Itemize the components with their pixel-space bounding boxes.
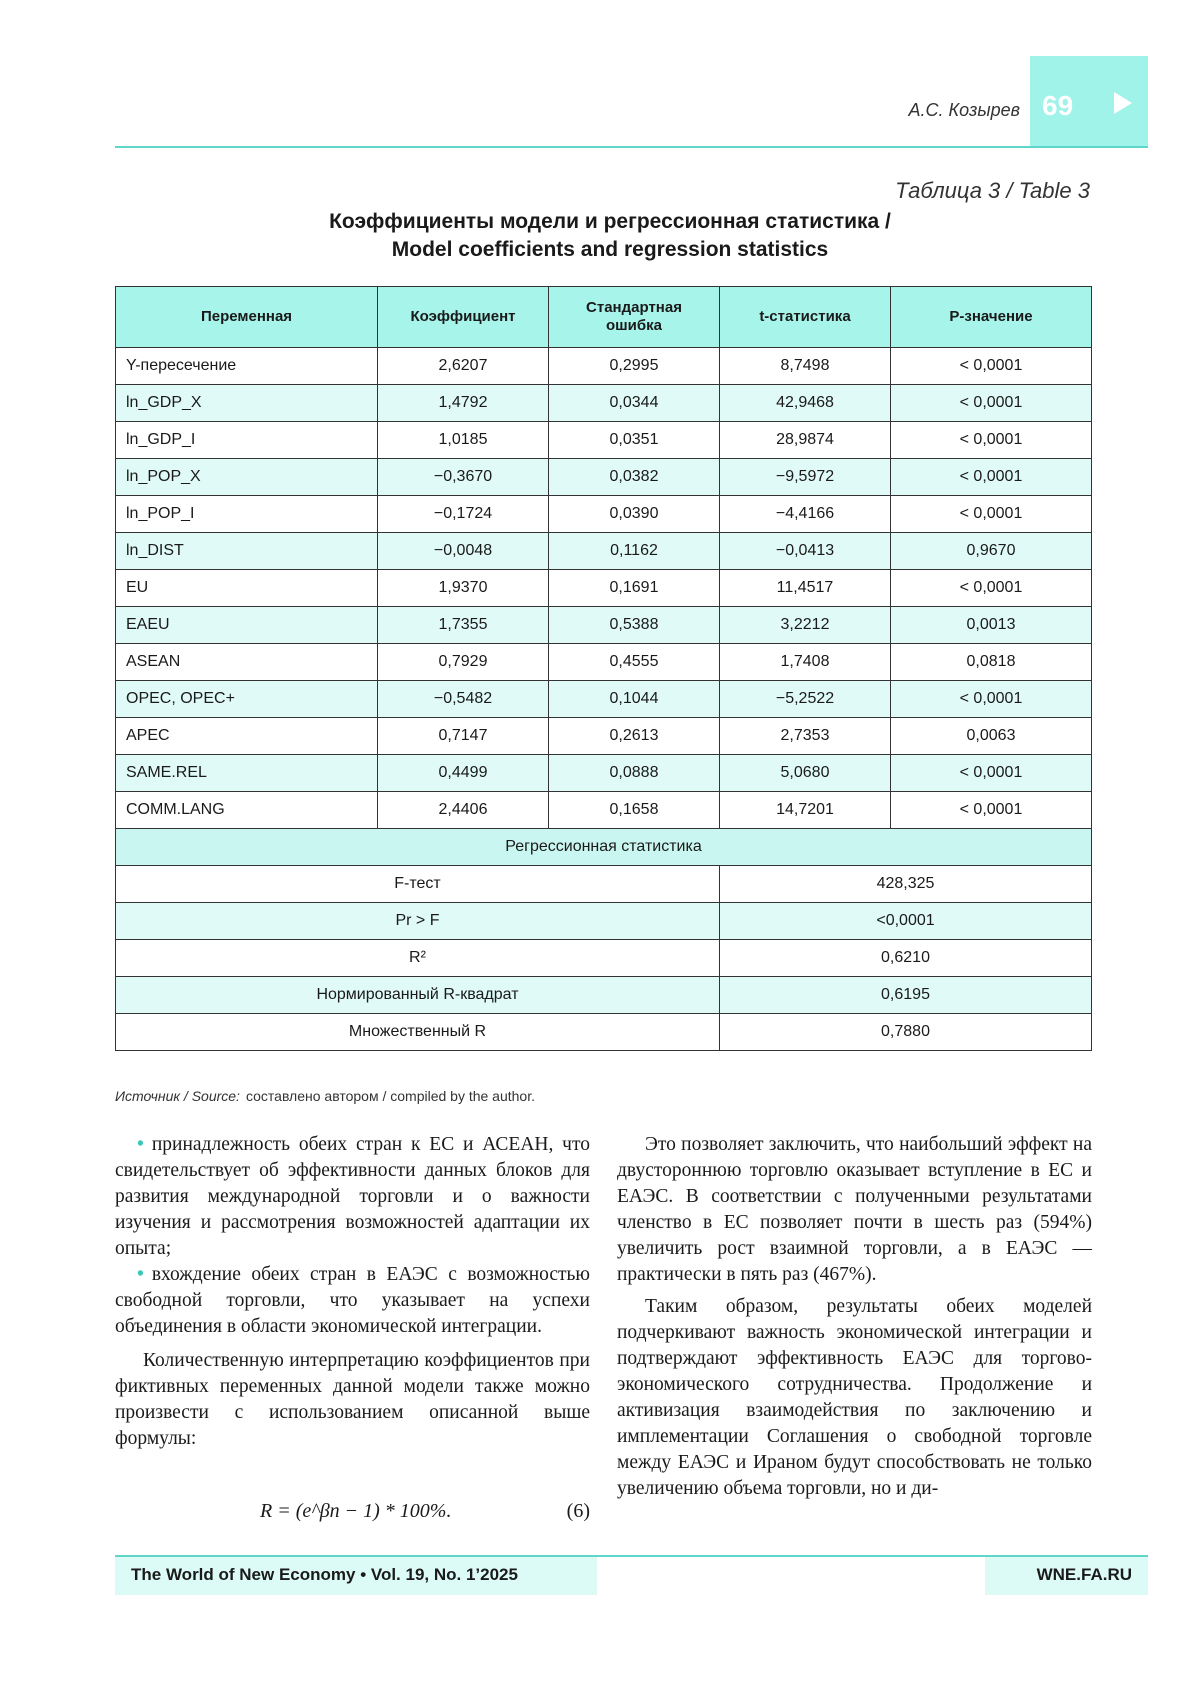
p-value-cell: < 0,0001: [891, 755, 1092, 792]
table-row: [116, 644, 1092, 681]
variable-cell: OPEC, OPEC+: [116, 681, 378, 718]
variable-cell: ln_GDP_X: [116, 385, 378, 422]
p-value-cell: < 0,0001: [891, 792, 1092, 829]
column-header: Переменная: [116, 287, 378, 348]
p-value-cell: 0,0063: [891, 718, 1092, 755]
variable-cell: ln_DIST: [116, 533, 378, 570]
variable-cell: COMM.LANG: [116, 792, 378, 829]
formula-number: (6): [566, 1500, 590, 1522]
bullet-text: принадлежность обеих стран к ЕС и АСЕАН, что свидетельствует об эффективности данных блоков для развития международной торговли и о важности изучения и рассмотрения возможностей адаптации их опыта;: [115, 1134, 590, 1259]
t-stat-cell: 3,2212: [720, 607, 891, 644]
regression-row: [116, 866, 1092, 903]
variable-cell: EAEU: [116, 607, 378, 644]
journal-website[interactable]: WNE.FA.RU: [1036, 1565, 1132, 1584]
regression-row: [116, 903, 1092, 940]
table-row: [116, 496, 1092, 533]
std-error-cell: 0,0351: [549, 422, 720, 459]
bullet-dot-icon: •: [137, 1264, 144, 1285]
p-value-cell: 0,9670: [891, 533, 1092, 570]
std-error-cell: 0,1691: [549, 570, 720, 607]
column-header: P-значение: [891, 287, 1092, 348]
coefficient-cell: −0,1724: [378, 496, 549, 533]
coefficient-cell: 0,7147: [378, 718, 549, 755]
p-value-cell: < 0,0001: [891, 681, 1092, 718]
column-header: Коэффициент: [378, 287, 549, 348]
p-value-cell: < 0,0001: [891, 422, 1092, 459]
bullet-item: [115, 1262, 590, 1340]
variable-cell: SAME.REL: [116, 755, 378, 792]
source-text: составлено автором / compiled by the author.: [245, 1088, 535, 1104]
page-badge: [1030, 56, 1148, 148]
coefficient-cell: −0,3670: [378, 459, 549, 496]
table-row: [116, 459, 1092, 496]
regression-value-cell: 428,325: [720, 866, 1092, 903]
table-row: [116, 792, 1092, 829]
arrow-right-icon: [1114, 92, 1132, 114]
body-column-left: [115, 1132, 590, 1452]
table-row: [116, 681, 1092, 718]
table-row: [116, 718, 1092, 755]
regression-section-row: [116, 829, 1092, 866]
t-stat-cell: 1,7408: [720, 644, 891, 681]
coefficient-cell: −0,0048: [378, 533, 549, 570]
std-error-cell: 0,0888: [549, 755, 720, 792]
footer-site-block: [985, 1557, 1148, 1595]
table-row: [116, 422, 1092, 459]
std-error-cell: 0,1162: [549, 533, 720, 570]
variable-cell: ln_POP_I: [116, 496, 378, 533]
formula-expression: R = (e^βn − 1) * 100%.: [260, 1500, 452, 1522]
column-header: Стандартная ошибка: [549, 287, 720, 348]
regression-value-cell: 0,6210: [720, 940, 1092, 977]
formula-6: [115, 1500, 590, 1530]
p-value-cell: < 0,0001: [891, 348, 1092, 385]
coefficient-cell: 2,6207: [378, 348, 549, 385]
regression-value-cell: <0,0001: [720, 903, 1092, 940]
body-column-right: [617, 1132, 1092, 1502]
coefficient-cell: 1,9370: [378, 570, 549, 607]
p-value-cell: 0,0013: [891, 607, 1092, 644]
std-error-cell: 0,0390: [549, 496, 720, 533]
std-error-cell: 0,2995: [549, 348, 720, 385]
variable-cell: EU: [116, 570, 378, 607]
regression-value-cell: 0,7880: [720, 1014, 1092, 1051]
source-label: Источник / Source:: [115, 1088, 240, 1104]
p-value-cell: < 0,0001: [891, 385, 1092, 422]
table-row: [116, 533, 1092, 570]
p-value-cell: < 0,0001: [891, 459, 1092, 496]
t-stat-cell: 2,7353: [720, 718, 891, 755]
t-stat-cell: −9,5972: [720, 459, 891, 496]
bullet-dot-icon: •: [137, 1134, 144, 1155]
journal-name: The World of New Economy • Vol. 19, No. 1’2025: [131, 1565, 518, 1584]
variable-cell: ln_POP_X: [116, 459, 378, 496]
regression-label-cell: F-тест: [116, 866, 720, 903]
body-paragraph: Таким образом, результаты обеих моделей подчеркивают важность экономической интеграции и подтверждают эффективность ЕАЭС для торгово-экономического сотрудничества. Продолжение и активизация взаимодействия по заключению и имплементации Соглашения о свободной торговле между ЕАЭС и Ираном будут способствовать не только увеличению объема торговли, но и ди-: [617, 1296, 1092, 1499]
t-stat-cell: −4,4166: [720, 496, 891, 533]
p-value-cell: < 0,0001: [891, 496, 1092, 533]
std-error-cell: 0,2613: [549, 718, 720, 755]
t-stat-cell: −0,0413: [720, 533, 891, 570]
regression-label-cell: Нормированный R-квадрат: [116, 977, 720, 1014]
variable-cell: ln_GDP_I: [116, 422, 378, 459]
coefficient-cell: 0,7929: [378, 644, 549, 681]
bullet-text: вхождение обеих стран в ЕАЭС с возможностью свободной торговли, что указывает на успехи объединения в области экономической интеграции.: [115, 1264, 590, 1337]
table-title-ru: Коэффициенты модели и регрессионная статистика /: [329, 210, 891, 233]
variable-cell: ASEAN: [116, 644, 378, 681]
body-paragraph: Это позволяет заключить, что наибольший эффект на двустороннюю торговлю оказывает вступление в ЕС и ЕАЭС. В соответствии с полученными результатами членство в ЕС позволяет почти в шесть раз (594%) увеличить рост взаимной торговли, а в ЕАЭС — практически в пять раз (467%).: [617, 1134, 1092, 1285]
regression-row: [116, 977, 1092, 1014]
std-error-cell: 0,4555: [549, 644, 720, 681]
coefficient-cell: 2,4406: [378, 792, 549, 829]
std-error-cell: 0,1044: [549, 681, 720, 718]
coefficients-table: [115, 286, 1092, 1051]
std-error-cell: 0,0382: [549, 459, 720, 496]
variable-cell: APEC: [116, 718, 378, 755]
coefficient-cell: 1,7355: [378, 607, 549, 644]
regression-row: [116, 940, 1092, 977]
p-value-cell: 0,0818: [891, 644, 1092, 681]
regression-label-cell: R²: [116, 940, 720, 977]
t-stat-cell: 28,9874: [720, 422, 891, 459]
table-title-en: Model coefficients and regression statistics: [391, 238, 829, 261]
t-stat-cell: 42,9468: [720, 385, 891, 422]
t-stat-cell: 11,4517: [720, 570, 891, 607]
footer-journal-block: [115, 1557, 597, 1595]
regression-label-cell: Pr > F: [116, 903, 720, 940]
variable-cell: Y-пересечение: [116, 348, 378, 385]
bullet-item: [115, 1132, 590, 1262]
t-stat-cell: 8,7498: [720, 348, 891, 385]
table-row: [116, 385, 1092, 422]
regression-value-cell: 0,6195: [720, 977, 1092, 1014]
column-header: t-статистика: [720, 287, 891, 348]
table-row: [116, 348, 1092, 385]
table-label: Таблица 3 / Table 3: [895, 178, 1090, 203]
running-header-author: А.С. Козырев: [908, 100, 1020, 120]
page-number: 69: [1042, 90, 1074, 121]
t-stat-cell: −5,2522: [720, 681, 891, 718]
coefficient-cell: 0,4499: [378, 755, 549, 792]
coefficient-cell: −0,5482: [378, 681, 549, 718]
body-paragraph: Количественную интерпретацию коэффициентов при фиктивных переменных данной модели также можно произвести с использованием описанной выше формулы:: [115, 1350, 590, 1449]
regression-section-header: Регрессионная статистика: [116, 829, 1092, 866]
coefficient-cell: 1,4792: [378, 385, 549, 422]
table-row: [116, 755, 1092, 792]
header-divider: [115, 146, 1148, 148]
t-stat-cell: 14,7201: [720, 792, 891, 829]
table-source-note: [115, 1088, 535, 1104]
t-stat-cell: 5,0680: [720, 755, 891, 792]
regression-row: [116, 1014, 1092, 1051]
std-error-cell: 0,0344: [549, 385, 720, 422]
table-row: [116, 607, 1092, 644]
p-value-cell: < 0,0001: [891, 570, 1092, 607]
table-row: [116, 570, 1092, 607]
std-error-cell: 0,5388: [549, 607, 720, 644]
std-error-cell: 0,1658: [549, 792, 720, 829]
coefficient-cell: 1,0185: [378, 422, 549, 459]
regression-label-cell: Множественный R: [116, 1014, 720, 1051]
table-header-row: [116, 287, 1092, 348]
